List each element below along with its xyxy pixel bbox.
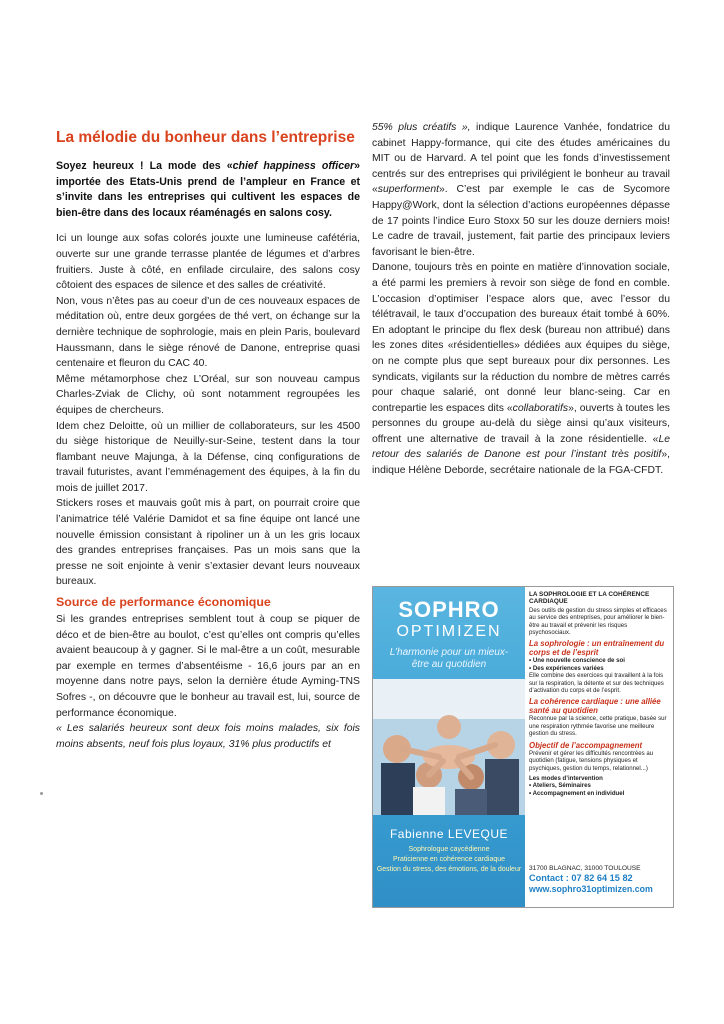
ad-visual-panel [373,587,525,907]
ad-address: 31700 BLAGNAC, 31000 TOULOUSE [529,865,641,872]
ad-intro: Des outils de gestion du stress simples et efficaces au service des entreprises, pour améliorer le bien-être au travail et prévenir les risques psychosociaux. [529,606,667,637]
team-hands-photo [373,679,525,815]
ad-person-name: Fabienne LEVEQUE [389,827,509,841]
body-text: », ouverts à toutes les personnes du groupe au-delà du siège ainsi qu’aux visiteurs, offrent une alternative de travail à la zone résidentielle. « [372,402,670,445]
ad-bullet: • Des expériences variées [529,664,604,672]
ad-section-title: La cohérence cardiaque : une alliée santé au quotidien [529,697,661,716]
ad-section-text: Elle combine des exercices qui travaillent à la fois sur la respiration, la détente et sur des techniques d’activation du corps et de l’esprit. [529,672,664,695]
ad-section-text: Reconnue par la science, cette pratique, basée sur une respiration rythmée favorise une meilleure gestion du stress. [529,715,667,738]
print-mark [40,792,43,795]
ad-modes-title: Les modes d’intervention [529,774,603,782]
advertisement-box [372,586,674,908]
ad-brand-line-1: SOPHRO [398,597,500,622]
body-paragraph: Stickers roses et mauvais goût mis à part, on pourrait croire que l’animatrice télé Valérie Damidot et sa fine équipe ont lancé une nouvelle émission consistant à ripoliner un à un les gris locaux des grandes entreprises françaises. Pas un mois sans que la presse ne soit enjointe à venir s’extasier devant leurs nouveaux bureaux. [56,498,360,588]
body-text: ». C’est par exemple le cas de Sycomore Happy@Work, dont la sélection d’actions européennes dépasse de 17 points l’indice Euro Stoxx 50 sur les douze derniers mois! Le cadre de travail, justement, fait partie des principaux leviers favorisant le bien-être. [372,184,670,258]
body-text: », indique Hélène Deborde, secrétaire nationale de la FGA-CFDT. [372,449,670,477]
lead-part-1: Soyez heureux ! La mode des « [56,160,233,172]
ad-person-line: Gestion du stress, des émotions, de la douleur [376,866,522,873]
lead-part-2: » importée des Etats-Unis prend de l’ampleur en France et s’invite dans les entreprises qui cultivent les espaces de bien-être dans des locaux réaménagés en salons cosy. [56,160,360,219]
ad-brand-line-2: OPTIMIZEN [396,623,502,640]
body-text: indique Laurence Vanhée, fondatrice du cabinet Happy-formance, qui cite des études américaines du MIT ou de Harvard. A tel point que les fonds d’investissement centrés sur des entreprises qui privilégient le bonheur au travail « [372,122,670,196]
ad-header: LA SOPHROLOGIE ET LA COHÉRENCE CARDIAQUE [529,591,650,606]
quote-paragraph: « Les salariés heureux sont deux fois moins malades, six fois moins absents, neuf fois plus loyaux, 31% plus productifs et [56,723,360,750]
ad-section-title: La sophrologie : un entraînement du corps et de l’esprit [529,639,665,658]
body-paragraph [372,120,670,260]
ad-phone: Contact : 07 82 64 15 82 [529,873,633,884]
body-text: Danone, toujours très en pointe en matière d’innovation sociale, a été parmi les premiers à revoir son siège de fond en comble. L’occasion d’optimiser l’espace alors que, avec l’essor du télétravail, le taux d’occupation des bureaux était tombé à 60%. En adoptant le principe du flex desk (bureau non attribué) dans les zones dites «résidentielles» dédiées aux équipes du siège, on ne compte plus que sept bureaux pour dix personnes. Les syndicats, vigilants sur la réduction du nombre de mètres carrés pour chaque salarié, ont donné leur blanc-seing. Car en contrepartie les espaces dits « [372,262,670,414]
ad-section-text: Prévenir et gérer les difficultés rencontrées au quotidien (fatigue, tensions physiques et psychiques, gestion du temps, relationnel...) [529,749,654,772]
ad-text-panel [529,591,669,797]
body-paragraph: Même métamorphose chez L’Oréal, sur son nouveau campus Charles-Zviak de Clichy, où sont notamment regroupées les équipes de chercheurs. [56,373,360,416]
body-paragraph: Ici un lounge aux sofas colorés jouxte une lumineuse cafétéria, ouverte sur une grande terrasse plantée de légumes et d’arbres fruitiers. Juste à côté, en enfilade circulaire, des salons cosy côtoient des espaces de silence et des salles de créativité. [56,233,360,292]
right-column [372,120,670,479]
body-paragraph: Non, vous n’êtes pas au coeur d’un de ces nouveaux espaces de méditation où, entre deux gorgées de thé vert, on échange sur la dernière technique de sophrologie, mais en plein Paris, boulevard Haussmann, dans le siège rénové de Danone, entreprise quasi centenaire et fleuron du CAC 40. [56,295,360,370]
ad-bullet: • Ateliers, Séminaires [529,782,591,790]
body-paragraph: Idem chez Deloitte, où un millier de collaborateurs, sur les 4500 du siège historique de Neuilly-sur-Seine, testent dans la tour flambant neuve Majunga, à la Défense, cinq configurations de travail futuristes, avant l’emménagement des équipes, à la fin du mois de juillet 2017. [56,420,360,494]
body-paragraph: Si les grandes entreprises semblent tout à coup se piquer de déco et de bien-être au boulot, c’est qu’elles ont compris qu’elles avaient beaucoup à y gagner. Si le mal-être a un coût, mesurable par exemple en termes d’absentéisme - 16,6 jours par an en moyenne dans notre pays, selon la dernière étude Ayming-TNS Sofres -, on découvre que le bonheur au travail est, lui, source de performance économique. [56,614,360,719]
ad-website-link[interactable]: www.sophro31optimizen.com [529,884,653,895]
emphasis-text: collaboratifs [512,402,569,414]
quote-end: 55% plus créatifs », [372,122,471,133]
emphasis-text: superforment [377,184,439,196]
ad-bullet: • Une nouvelle conscience de soi [529,657,625,665]
ad-person-line: Praticienne en cohérence cardiaque [392,856,506,863]
lead-emphasis: chief happiness officer [232,160,355,172]
ad-tagline: L’harmonie pour un mieux-être au quotidien [389,647,509,670]
team-photo-illustration [373,679,525,815]
ad-person-line: Sophrologue caycédienne [408,846,490,853]
article-lead [56,159,360,221]
section-subtitle: Source de performance économique [56,595,271,610]
quote-text: Le retour des salariés de Danone est pour l’instant très positif [372,433,670,461]
body-paragraph [372,260,670,478]
article-title: La mélodie du bonheur dans l’entreprise [56,129,355,146]
left-column [56,128,360,752]
ad-contact-block [529,865,669,894]
ad-section-title: Objectif de l’accompagnement [529,740,643,750]
ad-bullet: • Accompagnement en individuel [529,789,625,797]
